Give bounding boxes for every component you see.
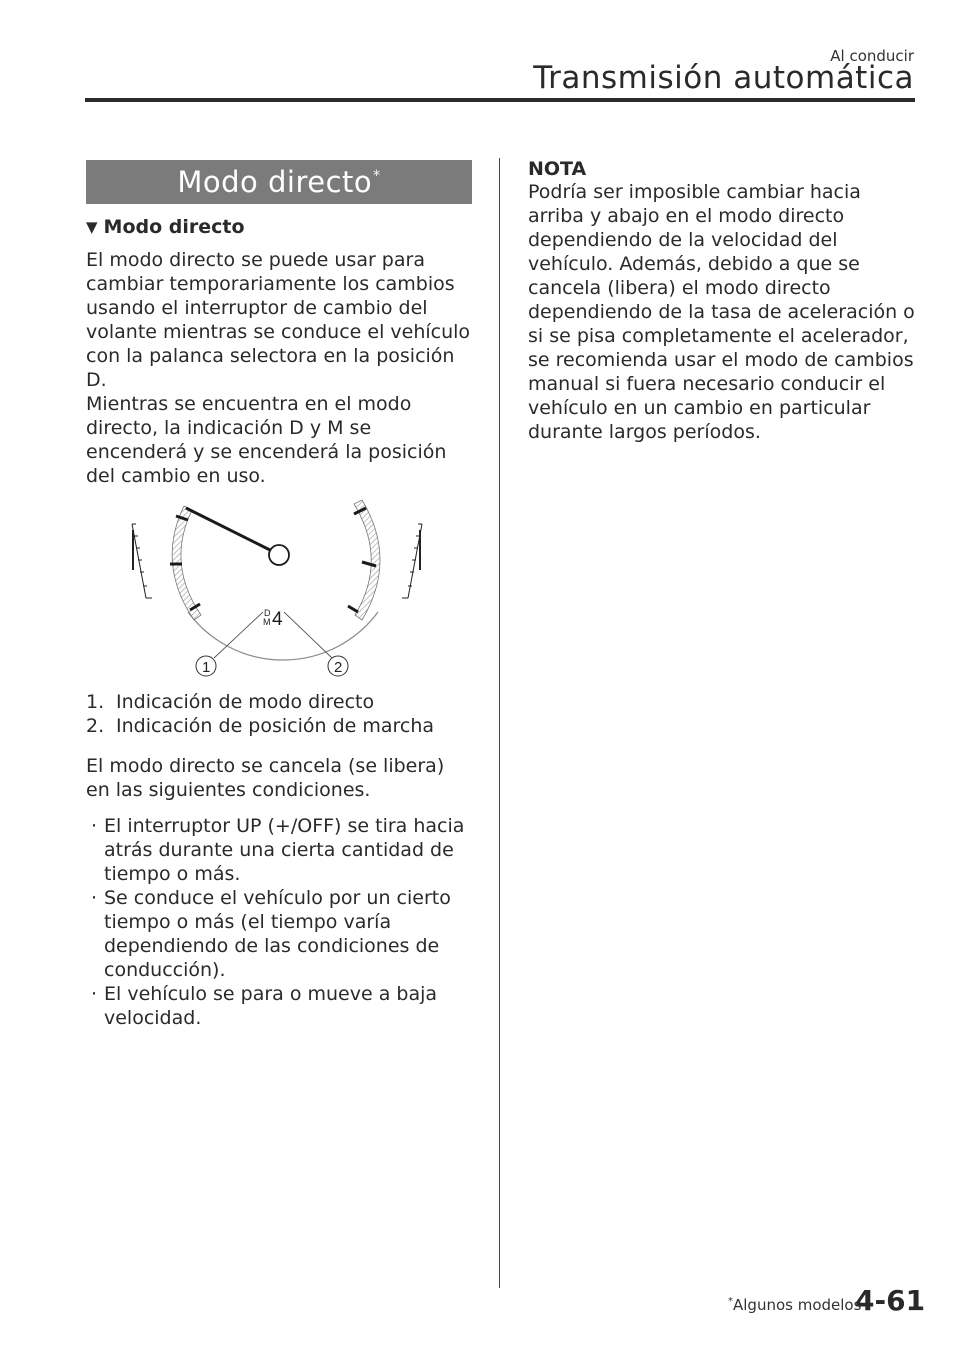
display-gear: 4	[272, 609, 283, 630]
bullet-dot-icon: ·	[91, 887, 98, 909]
gauge-arc	[188, 612, 378, 660]
gauge-needle	[186, 508, 270, 550]
footnote	[728, 1296, 861, 1314]
triangle-icon: ▼	[86, 218, 98, 236]
gauge-cluster-illustration	[126, 494, 426, 686]
display-d: D	[264, 608, 271, 618]
legend-text: Indicación de posición de marcha	[116, 715, 435, 737]
right-scale-band	[354, 500, 380, 620]
list-item-text: Se conduce el vehículo por un cierto tiempo o más (el tiempo varía dependiendo de las condiciones de conducción).	[104, 887, 451, 981]
display-m: M	[263, 617, 271, 627]
section-banner	[86, 160, 472, 204]
note-heading: NOTA	[528, 158, 587, 180]
list-item	[86, 814, 472, 886]
left-column	[86, 160, 472, 1030]
cancel-conditions-list	[86, 814, 472, 1030]
header-rule	[85, 98, 915, 102]
gauge-figure	[86, 494, 472, 686]
page-number: 4-61	[855, 1284, 926, 1317]
bullet-dot-icon: ·	[91, 815, 98, 837]
subheading-text: Modo directo	[103, 216, 245, 238]
footnote-asterisk: *	[728, 1296, 733, 1307]
subheading	[86, 216, 472, 238]
bullet-dot-icon: ·	[91, 983, 98, 1005]
cancel-intro: El modo directo se cancela (se libera) en las siguientes condiciones.	[86, 755, 445, 801]
legend-item	[86, 690, 472, 714]
list-item-text: El interruptor UP (+/OFF) se tira hacia atrás durante una cierta cantidad de tiempo o más.	[104, 815, 465, 885]
banner-title: Modo directo	[177, 165, 373, 199]
legend-number: 2.	[86, 715, 105, 737]
callout-1: 1	[202, 659, 211, 676]
intro-paragraph-1: El modo directo se puede usar para cambiar temporariamente los cambios usando el interruptor de cambio del volante mientras se conduce el vehículo con la palanca selectora en la posición D.	[86, 249, 471, 391]
list-item-text: El vehículo se para o mueve a baja velocidad.	[104, 983, 438, 1029]
column-divider	[499, 158, 500, 1288]
chapter-label: Al conducir	[830, 47, 914, 65]
note-text: Podría ser imposible cambiar hacia arriba y abajo en el modo directo dependiendo de la velocidad del vehículo. Además, debido a que se cancela (libera) el modo directo dependiendo de la tasa de aceleración o si se pisa completamente el acelerador, se recomienda usar el modo de cambios manual si fuera necesario conducir el vehículo en un cambio en particular durante largos períodos.	[528, 181, 915, 443]
banner-asterisk: *	[373, 168, 381, 184]
figure-legend	[86, 690, 472, 738]
gauge-hub	[269, 545, 289, 565]
intro-paragraph-2: Mientras se encuentra en el modo directo, la indicación D y M se encenderá y se encenderá la posición del cambio en uso.	[86, 393, 447, 487]
legend-text: Indicación de modo directo	[116, 691, 375, 713]
callout-2: 2	[334, 659, 343, 676]
list-item	[86, 982, 472, 1030]
legend-item	[86, 714, 472, 738]
footnote-text: Algunos modelos	[733, 1296, 862, 1314]
legend-number: 1.	[86, 691, 105, 713]
right-column	[528, 158, 920, 444]
list-item	[86, 886, 472, 982]
page-title: Transmisión automática	[533, 60, 914, 96]
